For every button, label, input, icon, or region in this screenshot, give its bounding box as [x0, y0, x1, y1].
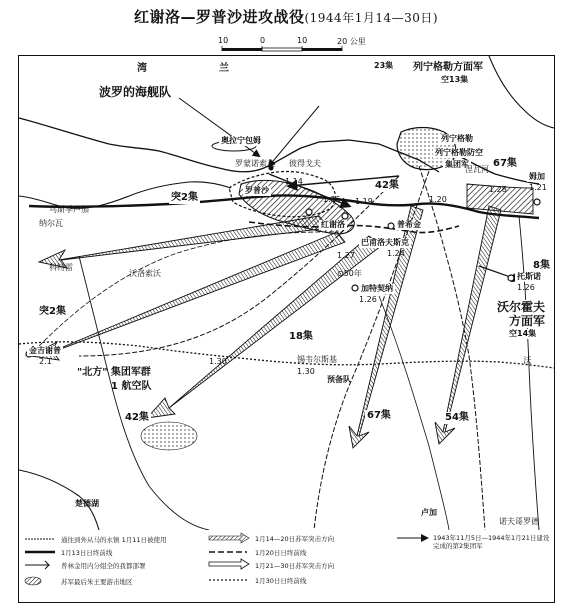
label-lomonosov: 罗蒙诺索夫: [235, 159, 275, 168]
label-army-42: 42集: [375, 180, 399, 191]
map-area[interactable]: [18, 55, 555, 531]
label-leningrad: 列宁格勒: [441, 134, 473, 143]
label-air-fleet: 1 航空队: [111, 381, 152, 392]
label-len-air-defense: 列宁格勒防空: [435, 148, 483, 157]
label-volkhov-front: 沃尔霍夫: [497, 300, 546, 314]
legend-item: 1月14—20日苏军突击方向: [255, 535, 335, 543]
label-reserve: 预备队: [327, 375, 351, 384]
label-peterhof: 彼得戈夫: [289, 159, 321, 168]
label-kspb-5050: ⊙50年: [337, 269, 362, 278]
label-baltic-fleet: 波罗的海舰队: [99, 85, 172, 99]
label-army-67: 67集: [493, 158, 517, 169]
marsh-area: [141, 422, 197, 450]
title-date: (1944年1月14—30日): [304, 11, 439, 25]
label-narva: 纳尔瓦: [39, 219, 63, 228]
railway: [39, 232, 339, 346]
label-neva: 涅瓦河: [465, 165, 489, 174]
label-pavlovsk: 巴甫洛夫斯克: [361, 238, 409, 247]
scale-tick-label: 10: [297, 36, 308, 45]
label-kingisepp-date: 2.1: [39, 357, 52, 366]
advance-arrow: [269, 106, 319, 166]
label-mga: 姆加: [529, 172, 545, 181]
label-gatchina: 加特契纳: [361, 284, 393, 293]
frontline-jan30: [19, 342, 554, 368]
label-len-front: 列宁格勒方面军: [413, 62, 483, 73]
label-army-23: 23集: [374, 61, 394, 70]
label-len-air-defense-2: 集团军: [445, 160, 469, 169]
label-siverskiy-date: 1.30: [297, 367, 315, 376]
scale-bar: [218, 36, 368, 56]
label-kingisepp: 金吉谢普: [29, 346, 61, 355]
label-tosno-date: 1.26: [517, 283, 535, 292]
label-oranienbaum: 奥拉宁包姆: [221, 136, 261, 145]
label-volkhov-front-2: 方面军: [509, 314, 546, 328]
ladoga-shore: [489, 56, 554, 128]
label-date-130: 1.30: [209, 357, 227, 366]
label-volkhov-river: 沃: [523, 356, 532, 364]
label-north-group: "北方" 集团军群: [77, 367, 151, 378]
label-lake-peipus: 楚德湖: [75, 499, 99, 508]
legend-item: 1月20日日终前线: [255, 549, 307, 557]
label-siverskiy: 锡韦尔斯基: [297, 355, 337, 364]
label-len-front-air: 空13集: [441, 75, 469, 84]
label-date-115: 1.15: [323, 195, 341, 204]
legend-item: 普林金用内分组全的我都部署: [61, 562, 146, 570]
label-ropsha: 罗普沙: [245, 186, 269, 195]
label-date-124: 1.24: [387, 249, 405, 258]
label-date-128: 1.28: [489, 185, 507, 194]
map-graphic: [19, 56, 554, 530]
town-marker: [306, 209, 312, 215]
legend-item: 1月21—30日苏军突击方向: [255, 562, 335, 570]
label-volosovo: 沃洛索沃: [129, 269, 161, 278]
legend-item: 1月13日日终前线: [61, 549, 113, 557]
label-kotly: 科特雷: [49, 263, 73, 272]
label-luga: 卢加: [421, 508, 437, 517]
thrust-arrow-south-54: [435, 206, 501, 444]
label-ust-luga: 乌斯季卢加: [49, 205, 89, 214]
label-mga-date: 1.21: [529, 183, 547, 192]
map-title: [0, 6, 572, 27]
legend-item: 通往到外从马的永镇 1月11日被使用: [61, 536, 167, 544]
scale-tick-label: 0: [260, 36, 266, 45]
legend: [18, 530, 555, 603]
label-army-8: 8集: [533, 260, 550, 271]
label-krasnoe-selo: 红谢洛: [321, 220, 345, 229]
label-div-18: 18集: [289, 331, 313, 342]
town-marker: [388, 223, 394, 229]
label-army-2shock: 突2集: [171, 192, 198, 203]
label-army-54: 54集: [445, 412, 469, 423]
town-marker: [534, 199, 540, 205]
label-volkhov-air: 空14集: [509, 329, 537, 338]
label-novgorod: 诺夫哥罗德: [499, 517, 539, 526]
title-main: 红谢洛—罗普沙进攻战役: [133, 8, 305, 26]
scale-tick-label: 10: [218, 36, 229, 45]
label-army-67-south: 67集: [367, 410, 391, 421]
label-army-42-south: 42集: [125, 412, 149, 423]
legend-item: 苏军最后朱王要游击地区: [61, 578, 133, 586]
label-gatchina-date: 1.26: [359, 295, 377, 304]
scale-tick-label: 20 公里: [337, 37, 366, 46]
label-gulf-lan: 兰: [219, 63, 229, 74]
railway: [419, 166, 485, 530]
label-date-114: 1.14: [285, 177, 303, 186]
town-marker: [352, 285, 358, 291]
label-date-119: 1.19: [355, 197, 373, 206]
legend-item: 1月30日日终前线: [255, 577, 307, 585]
label-gulf: 湾: [137, 63, 147, 74]
town-marker: [342, 213, 348, 219]
label-date-127: 1.27: [337, 251, 355, 260]
label-tosno: 托斯诺: [517, 272, 541, 281]
label-date-120: 1.20: [429, 195, 447, 204]
label-pushkin: 普希金: [397, 220, 421, 229]
town-marker: [508, 275, 514, 281]
label-army-2shock-west: 突2集: [39, 306, 66, 317]
legend-item: 1943年11月5日—1944年1月21日建设完成的第2集团军: [433, 534, 550, 551]
